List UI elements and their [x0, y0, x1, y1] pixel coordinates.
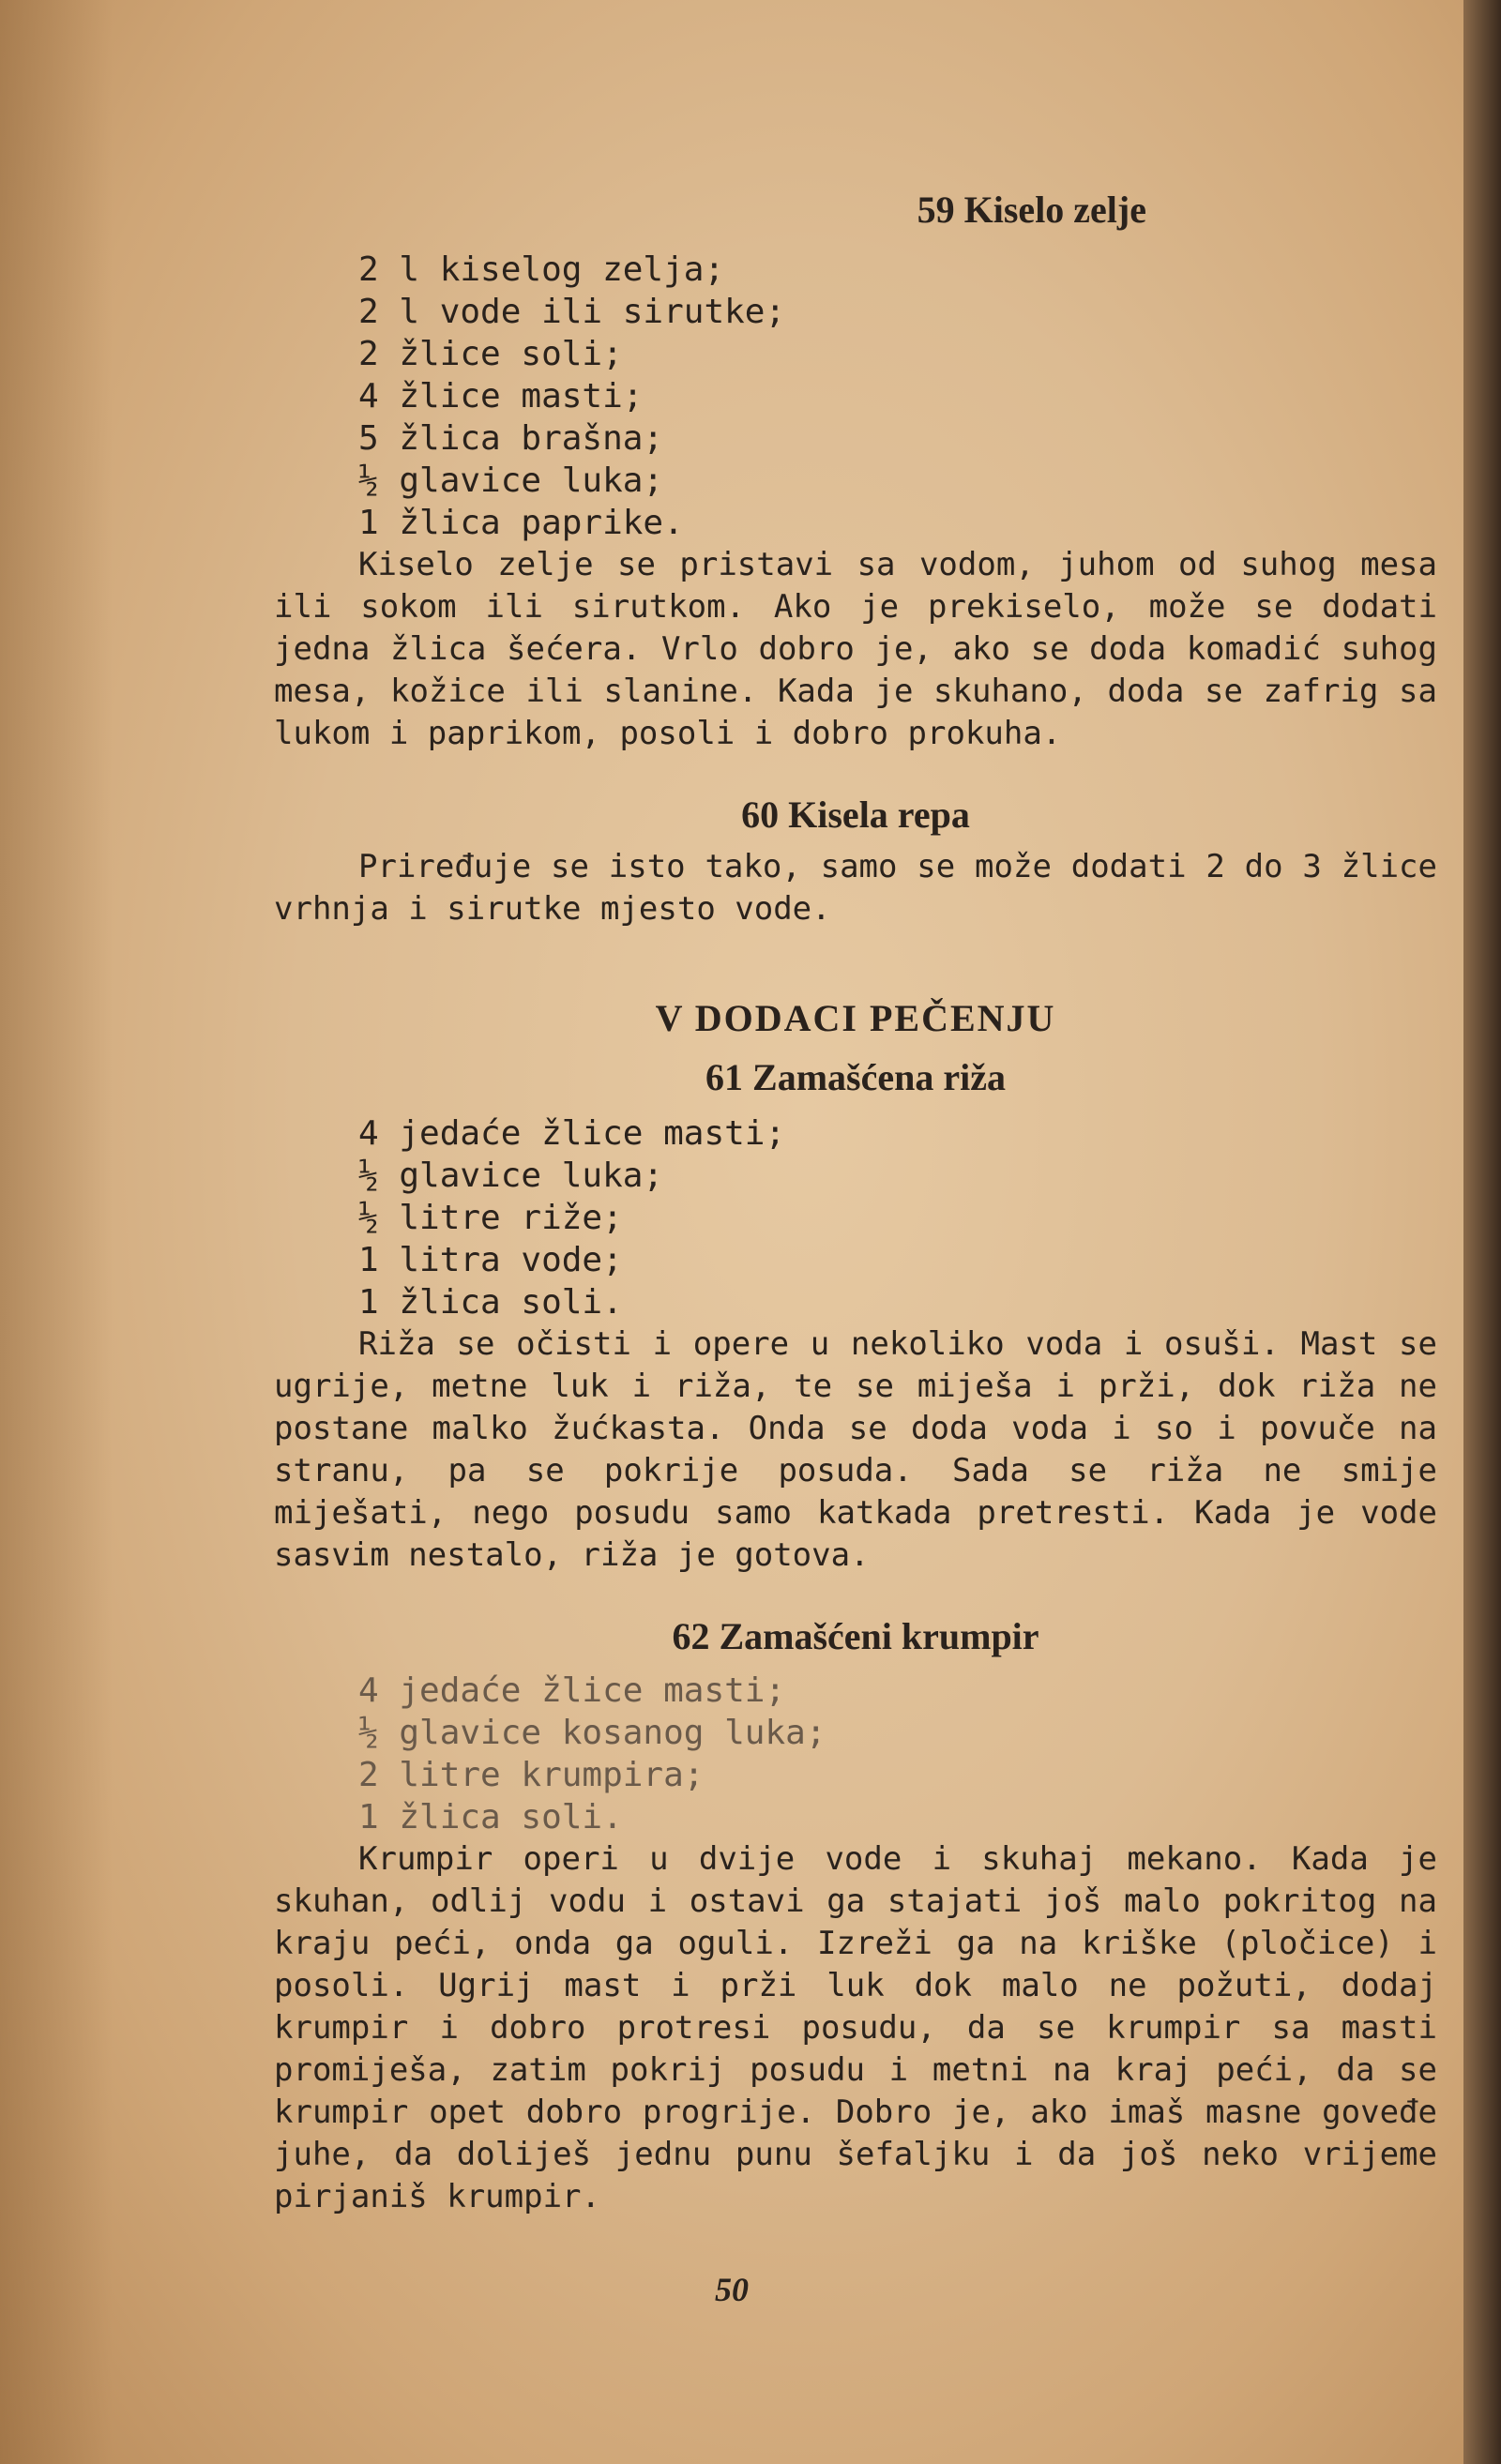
recipe-method-61: Riža se očisti i opere u nekoliko voda i osuši. Mast se ugrije, metne luk i riža, te se miješa i prži, dok riža ne postane malko žućkasta. Onda se doda voda i so i povuče na stranu, pa se pokrije posuda. Sada se riža ne smije miješati, nego posudu samo katkada pretresti. Kada je vode sasvim nestalo, riža je gotova.	[274, 1325, 1437, 1574]
page-number: 50	[715, 2271, 749, 2308]
ingredient-item: ½ glavice luka;	[358, 1156, 664, 1195]
recipe-title-62: 62 Zamašćeni krumpir	[672, 1615, 1039, 1657]
ingredient-item: 1 žlica soli.	[358, 1283, 623, 1322]
ingredient-item: 2 žlice soli;	[358, 335, 623, 373]
recipe-method-62: Krumpir operi u dvije vode i skuhaj mekano. Kada je skuhan, odlij vodu i ostavi ga stajati još malo pokritog na kraju peći, onda ga oguli. Izreži ga na kriške (pločice) i posoli. Ugrij mast i prži luk dok malo ne požuti, dodaj krumpir i dobro protresi posudu, da se krumpir sa masti promiješa, zatim pokrij posudu i metni na kraj peći, da se krumpir opet dobro progrije. Dobro je, ako imaš masne goveđe juhe, da doliješ jednu punu šefaljku i da još neko vrijeme pirjaniš krumpir.	[274, 1840, 1437, 2215]
recipe-method-60: Priređuje se isto tako, samo se može dodati 2 do 3 žlice vrhnja i sirutke mjesto vode.	[274, 848, 1437, 928]
book-edge	[1463, 0, 1501, 2464]
ingredient-item: 2 litre krumpira;	[358, 1756, 705, 1794]
ingredient-item: 2 l vode ili sirutke;	[358, 293, 786, 331]
ingredient-item: 1 litra vode;	[358, 1241, 623, 1279]
ingredient-item: 4 jedaće žlice masti;	[358, 1671, 786, 1710]
ingredient-item: 1 žlica soli.	[358, 1798, 623, 1837]
ingredient-item: 4 jedaće žlice masti;	[358, 1114, 786, 1153]
page-content	[274, 188, 1437, 2218]
recipe-title-59: 59 Kiselo zelje	[917, 189, 1146, 231]
section-title: V DODACI PEČENJU	[655, 997, 1056, 1039]
ingredient-item: 1 žlica paprike.	[358, 504, 684, 542]
ingredient-item: ½ glavice kosanog luka;	[358, 1714, 826, 1752]
page-stain	[0, 0, 113, 2464]
ingredient-item: ½ litre riže;	[358, 1199, 623, 1237]
ingredient-list-59	[274, 249, 1437, 544]
recipe-title-61: 61 Zamašćena riža	[705, 1056, 1006, 1098]
ingredient-item: ½ glavice luka;	[358, 461, 664, 500]
ingredient-list-61	[274, 1112, 1437, 1323]
ingredient-item: 5 žlica brašna;	[358, 419, 664, 458]
ingredient-item: 4 žlice masti;	[358, 377, 644, 416]
ingredient-item: 2 l kiselog zelja;	[358, 250, 725, 289]
ingredient-list-62	[274, 1670, 1437, 1838]
recipe-title-60: 60 Kisela repa	[741, 794, 970, 836]
recipe-method-59: Kiselo zelje se pristavi sa vodom, juhom od suhog mesa ili sokom ili sirutkom. Ako je prekiselo, može se dodati jedna žlica šećera. Vrlo dobro je, ako se doda komadić suhog mesa, kožice ili slanine. Kada je skuhano, doda se zafrig sa lukom i paprikom, posoli i dobro prokuha.	[274, 546, 1437, 752]
